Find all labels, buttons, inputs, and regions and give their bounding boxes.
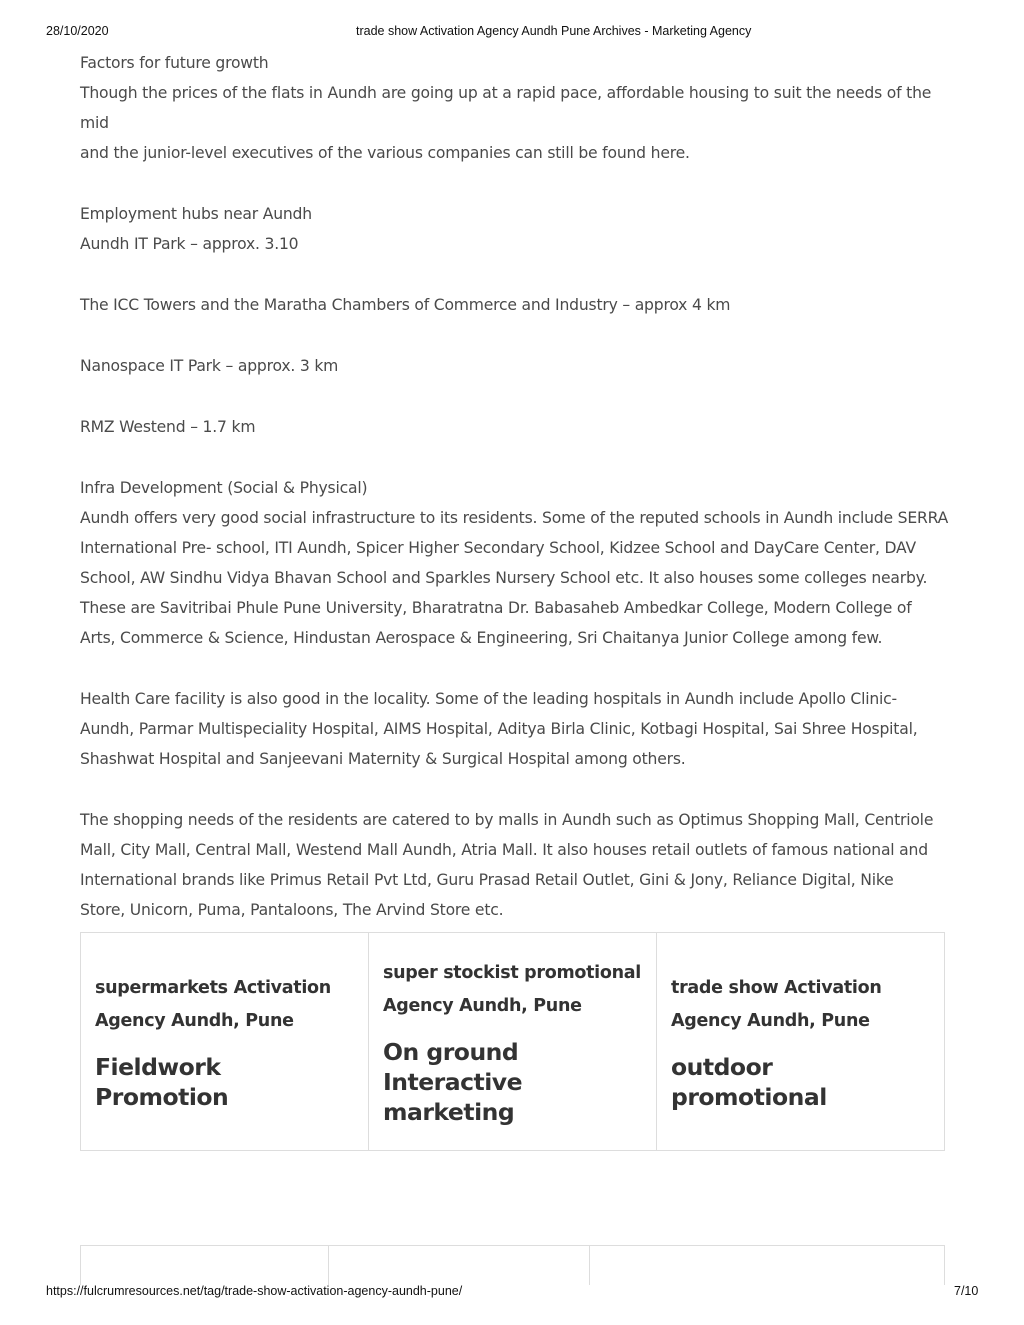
text-line: Infra Development (Social & Physical)	[80, 479, 368, 497]
print-date: 28/10/2020	[46, 24, 109, 38]
text-line: Aundh, Parmar Multispeciality Hospital, AIMS Hospital, Aditya Birla Clinic, Kotbagi Hospital, Sai Shree Hospital,	[80, 720, 918, 738]
text-line: Though the prices of the flats in Aundh are going up at a rapid pace, affordable housing to suit the needs of the mid	[80, 84, 932, 132]
related-posts-next-row	[80, 1245, 945, 1285]
text-line: Nanospace IT Park – approx. 3 km	[80, 357, 339, 375]
text-line: Store, Unicorn, Puma, Pantaloons, The Arvind Store etc.	[80, 901, 504, 919]
category-line: Agency Aundh, Pune	[95, 1010, 294, 1031]
related-post-title[interactable]	[95, 1052, 354, 1112]
related-posts	[80, 932, 945, 1151]
paragraph-infra-development	[80, 473, 950, 653]
related-post-card[interactable]	[81, 933, 369, 1150]
related-post-card-empty	[81, 1246, 329, 1285]
title-line: outdoor promotional	[671, 1052, 827, 1111]
print-page-number: 7/10	[954, 1284, 979, 1298]
paragraph-employment-hubs	[80, 199, 950, 259]
text-line: These are Savitribai Phule Pune University, Bharatratna Dr. Babasaheb Ambedkar College, Modern College of	[80, 599, 912, 617]
related-post-category[interactable]	[383, 957, 642, 1023]
title-line: Fieldwork Promotion	[95, 1052, 229, 1111]
paragraph-health-care	[80, 684, 950, 774]
text-line: Aundh offers very good social infrastructure to its residents. Some of the reputed schools in Aundh include SERRA	[80, 509, 949, 527]
text-line: Arts, Commerce & Science, Hindustan Aerospace & Engineering, Sri Chaitanya Junior College among few.	[80, 629, 883, 647]
text-line: International Pre- school, ITI Aundh, Spicer Higher Secondary School, Kidzee School and DayCare Center, DAV	[80, 539, 916, 557]
text-line: The shopping needs of the residents are catered to by malls in Aundh such as Optimus Shopping Mall, Centriole	[80, 811, 934, 829]
related-post-card-empty	[590, 1246, 944, 1285]
text-line: Aundh IT Park – approx. 3.10	[80, 235, 299, 253]
paragraph-icc-towers	[80, 290, 950, 320]
title-line: On ground Interactive	[383, 1037, 523, 1096]
text-line: The ICC Towers and the Maratha Chambers of Commerce and Industry – approx 4 km	[80, 296, 731, 314]
print-url: https://fulcrumresources.net/tag/trade-show-activation-agency-aundh-pune/	[46, 1284, 463, 1298]
text-line: School, AW Sindhu Vidya Bhavan School and Sparkles Nursery School etc. It also houses some colleges nearby.	[80, 569, 928, 587]
text-line: RMZ Westend – 1.7 km	[80, 418, 256, 436]
print-page-title: trade show Activation Agency Aundh Pune Archives - Marketing Agency	[356, 24, 752, 38]
related-post-card[interactable]	[369, 933, 657, 1150]
related-post-card[interactable]	[657, 933, 944, 1150]
related-post-card-empty	[329, 1246, 590, 1285]
text-line: International brands like Primus Retail Pvt Ltd, Guru Prasad Retail Outlet, Gini & Jony, Reliance Digital, Nike	[80, 871, 894, 889]
paragraph-rmz-westend	[80, 412, 950, 442]
paragraph-nanospace	[80, 351, 950, 381]
text-line: Health Care facility is also good in the locality. Some of the leading hospitals in Aundh include Apollo Clinic-	[80, 690, 897, 708]
text-line: Employment hubs near Aundh	[80, 205, 312, 223]
related-post-title[interactable]	[671, 1052, 930, 1112]
related-post-title[interactable]	[383, 1037, 642, 1127]
related-post-category[interactable]	[95, 972, 354, 1038]
category-line: supermarkets Activation	[95, 977, 331, 998]
text-line: and the junior-level executives of the various companies can still be found here.	[80, 144, 690, 162]
related-post-category[interactable]	[671, 972, 930, 1038]
text-line: Mall, City Mall, Central Mall, Westend Mall Aundh, Atria Mall. It also houses retail outlets of famous national and	[80, 841, 928, 859]
category-line: Agency Aundh, Pune	[383, 995, 582, 1016]
category-line: trade show Activation	[671, 977, 882, 998]
article-body	[80, 48, 950, 956]
category-line: super stockist promotional	[383, 962, 641, 983]
paragraph-future-growth	[80, 48, 950, 168]
category-line: Agency Aundh, Pune	[671, 1010, 870, 1031]
title-line: marketing	[383, 1097, 515, 1126]
text-line: Shashwat Hospital and Sanjeevani Maternity & Surgical Hospital among others.	[80, 750, 686, 768]
text-line: Factors for future growth	[80, 54, 269, 72]
paragraph-shopping	[80, 805, 950, 925]
